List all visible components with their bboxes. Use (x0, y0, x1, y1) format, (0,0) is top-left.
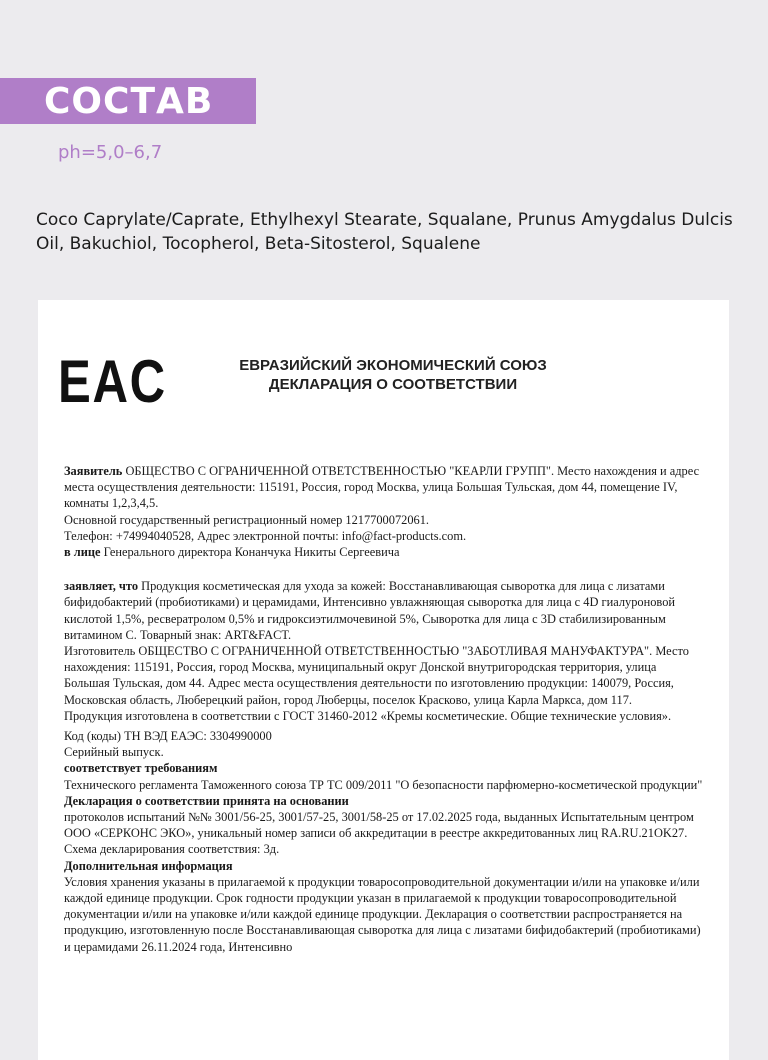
person-text: Генерального директора Конанчука Никиты Сергеевича (100, 545, 400, 560)
basis-paragraph: протоколов испытаний №№ 3001/56-25, 3001/57-25, 3001/58-25 от 17.02.2025 года, выданных Испытательным центром ООО «СЕРКОНС ЭКО», уникальный номер записи об аккредитации в реестре аккредитованных лиц RA.RU.21OK27. (64, 810, 694, 841)
conforms-heading (64, 760, 704, 776)
eac-logo: EAC (58, 348, 167, 415)
ingredients-list: Coco Caprylate/Caprate, Ethylhexyl Stearate, Squalane, Prunus Amygdalus Dulcis Oil, Bakuchiol, Tocopherol, Beta-Sitosterol, Squalene (36, 210, 733, 254)
extra-heading (64, 858, 704, 874)
applicant-paragraph (64, 463, 704, 512)
person-label: в лице (64, 545, 101, 560)
basis-heading (64, 793, 704, 809)
applicant-label: Заявитель (64, 464, 123, 478)
scheme-line: Схема декларирования соответствия: 3д. (64, 842, 280, 857)
basis-label: Декларация о соответствии принята на основании (64, 793, 349, 808)
person-line (64, 544, 704, 560)
serial-line: Серийный выпуск. (64, 745, 164, 760)
contacts-line: Телефон: +74994040528, Адрес электронной почты: info@fact-products.com. (64, 528, 467, 543)
page-title: СОСТАВ (44, 81, 214, 122)
declares-text: Продукция косметическая для ухода за кожей: Восстанавливающая сыворотка для лица с лизатами бифидобактерий (пробиотиками) и церамидами, Интенсивно увлажняющая сыворотка для лица с 4D гиалуроновой кислотой 1,5%, ресвератролом 0,5% и гидроксиэтилмочевиной 5%, Сыворотка для лица с 3D стабилизированным витамином С. Товарный знак: ART&FACT. (64, 579, 676, 642)
tnved-line: Код (коды) ТН ВЭД ЕАЭС: 3304990000 (64, 729, 272, 744)
ogrn-line: Основной государственный регистрационный номер 1217700072061. (64, 512, 430, 527)
heading-line-2: ДЕКЛАРАЦИЯ О СООТВЕТСТВИИ (268, 376, 518, 393)
declares-paragraph (64, 578, 704, 643)
gost-paragraph: Продукция изготовлена в соответствии с ГОСТ 31460-2012 «Кремы косметические. Общие технические условия». (64, 708, 672, 723)
extra-label: Дополнительная информация (64, 858, 233, 873)
ph-value: ph=5,0–6,7 (58, 142, 163, 163)
heading-line-1: ЕВРАЗИЙСКИЙ ЭКОНОМИЧЕСКИЙ СОЮЗ (239, 357, 547, 374)
manufacturer-paragraph: Изготовитель ОБЩЕСТВО С ОГРАНИЧЕННОЙ ОТВЕТСТВЕННОСТЬЮ "ЗАБОТЛИВАЯ МАНУФАКТУРА". Место нахождения: 115191, Россия, город Москва, муниципальный округ Донской внутригородская территория, улица Большая Тульская, дом 44. Адрес места осуществления деятельности по изготовлению продукции: 140079, Россия, Московская область, Люберецкий район, город Люберцы, поселок Красково, улица Карла Маркса, дом 117. (64, 644, 689, 707)
conforms-label: соответствует требованиям (64, 761, 218, 776)
applicant-text: ОБЩЕСТВО С ОГРАНИЧЕННОЙ ОТВЕТСТВЕННОСТЬЮ "КЕАРЛИ ГРУПП". Место нахождения и адрес места осуществления деятельности: 115191, Россия, город Москва, улица Большая Тульская, дом 44, помещение IV, комнаты 1,2,3,4,5. (64, 464, 700, 511)
reglament-paragraph: Технического регламента Таможенного союза ТР ТС 009/2011 "О безопасности парфюмерно-косметической продукции" (64, 777, 703, 792)
declaration-document (38, 300, 729, 1060)
document-heading (188, 356, 598, 394)
declares-label: заявляет, что (64, 579, 139, 594)
extra-paragraph: Условия хранения указаны в прилагаемой к продукции товаросопроводительной документации и/или на упаковке и/или каждой единице продукции. Срок годности продукции указан в прилагаемой к продукции товаросопроводительной документации и/или на упаковке и/или каждой единице продукции. Декларация о соответствии распространяется на продукцию, изготовленную после Восстанавливающая сыворотка для лица с лизатами бифидобактерий (пробиотиками) и церамидами 26.11.2024 года, Интенсивно (64, 874, 701, 954)
document-body (64, 463, 704, 955)
